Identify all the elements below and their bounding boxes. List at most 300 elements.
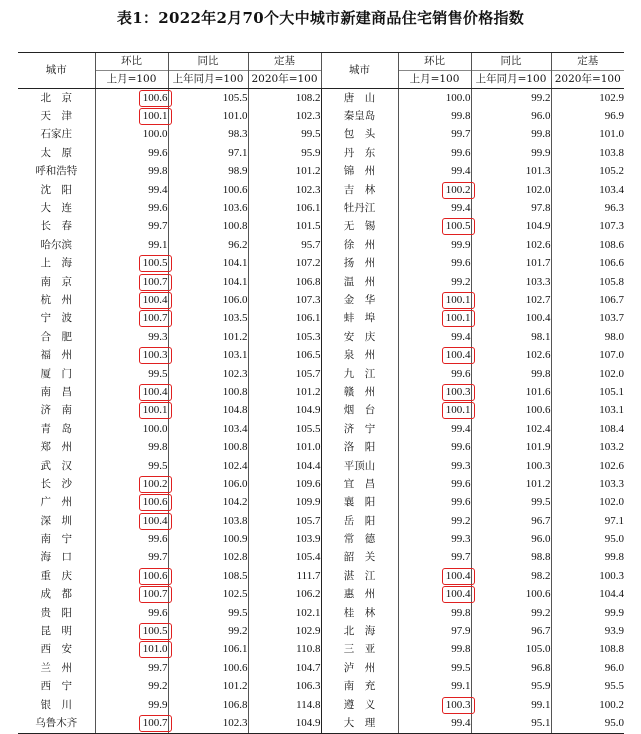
- fixed-value: 101.2: [295, 385, 321, 398]
- fixed-value: 109.9: [295, 496, 321, 509]
- mom-value-cell-left: [95, 586, 168, 604]
- fixed-value-cell-left: [248, 420, 321, 438]
- yoy-value: 100.9: [222, 533, 248, 546]
- yoy-value-cell-left: [168, 126, 248, 144]
- mom-value-cell-left: [95, 126, 168, 144]
- fixed-value-cell-left: [248, 346, 321, 364]
- fixed-value-cell-right: [551, 622, 624, 640]
- city-cell-right: [321, 383, 398, 401]
- city-value: 吉 林: [343, 183, 376, 196]
- yoy-value-cell-right: [471, 512, 551, 530]
- fixed-value-cell-left: [248, 512, 321, 530]
- table-row: [18, 328, 624, 346]
- yoy-value-cell-right: [471, 402, 551, 420]
- yoy-value: 101.9: [525, 441, 551, 454]
- city-cell-right: [321, 586, 398, 604]
- fixed-value: 97.1: [604, 514, 624, 527]
- mom-value: 97.9: [451, 625, 471, 638]
- table-row: [18, 181, 624, 199]
- mom-value-cell-left: [95, 163, 168, 181]
- city-value: 南 宁: [40, 533, 72, 546]
- mom-value-cell-left: [95, 236, 168, 254]
- city-cell-left: [18, 181, 95, 199]
- fixed-value: 110.8: [296, 643, 321, 656]
- mom-value: 99.4: [451, 422, 471, 435]
- yoy-value-cell-left: [168, 659, 248, 677]
- fixed-value: 108.8: [599, 643, 624, 656]
- yoy-value: 100.6: [222, 183, 248, 196]
- fixed-value-cell-right: [551, 420, 624, 438]
- yoy-value: 99.2: [531, 606, 551, 619]
- city-value: 长 春: [40, 220, 72, 233]
- city-cell-left: [18, 89, 95, 108]
- city-value: 蚌 埠: [343, 312, 376, 325]
- city-value: 大 理: [343, 716, 376, 729]
- city-value: 济 南: [40, 404, 72, 417]
- yoy-value: 106.0: [222, 477, 248, 490]
- mom-value-cell-right: [398, 89, 471, 108]
- mom-value: 99.6: [451, 367, 471, 380]
- yoy-value-cell-right: [471, 346, 551, 364]
- mom-value-cell-left: [95, 346, 168, 364]
- fixed-value: 101.2: [295, 165, 321, 178]
- yoy-value: 101.2: [222, 680, 248, 693]
- city-value: 包 头: [343, 128, 376, 141]
- city-value: 昆 明: [40, 625, 72, 638]
- city-cell-right: [321, 402, 398, 420]
- mom-value: 99.8: [148, 165, 168, 178]
- yoy-value: 100.6: [525, 588, 551, 601]
- yoy-value: 98.2: [531, 569, 551, 582]
- fixed-value: 96.3: [604, 202, 624, 215]
- mom-value: 99.2: [451, 275, 471, 288]
- yoy-value-cell-left: [168, 328, 248, 346]
- mom-value: 99.5: [451, 661, 471, 674]
- city-value: 杭 州: [40, 293, 72, 306]
- yoy-value-cell-right: [471, 383, 551, 401]
- mom-value-cell-right: [398, 328, 471, 346]
- city-value: 广 州: [40, 496, 72, 509]
- yoy-value-cell-right: [471, 236, 551, 254]
- fixed-value: 95.7: [301, 238, 321, 251]
- yoy-value: 101.3: [525, 165, 551, 178]
- mom-value-cell-right: [398, 475, 471, 493]
- yoy-value: 100.4: [525, 312, 551, 325]
- yoy-value: 100.8: [222, 220, 248, 233]
- yoy-value: 103.5: [222, 312, 248, 325]
- yoy-value-cell-left: [168, 107, 248, 125]
- yoy-value-cell-right: [471, 420, 551, 438]
- city-cell-right: [321, 530, 398, 548]
- table-row: [18, 236, 624, 254]
- city-cell-right: [321, 346, 398, 364]
- table-row: [18, 218, 624, 236]
- city-cell-right: [321, 163, 398, 181]
- city-cell-left: [18, 291, 95, 309]
- yoy-value-cell-left: [168, 586, 248, 604]
- yoy-value: 105.0: [525, 643, 551, 656]
- yoy-header-right: 同比: [471, 53, 551, 71]
- fixed-value: 106.3: [295, 680, 321, 693]
- fixed-value-cell-right: [551, 512, 624, 530]
- mom-value-cell-left: [95, 696, 168, 714]
- city-cell-left: [18, 494, 95, 512]
- city-cell-right: [321, 641, 398, 659]
- city-cell-left: [18, 310, 95, 328]
- fixed-value: 95.0: [604, 716, 624, 729]
- yoy-base-right: 上年同月=100: [471, 71, 551, 89]
- city-cell-right: [321, 89, 398, 108]
- table-row: [18, 291, 624, 309]
- mom-base-left: 上月=100: [95, 71, 168, 89]
- fixed-value-cell-left: [248, 255, 321, 273]
- highlighted-mom-value: 100.2: [140, 477, 171, 492]
- mom-value-cell-left: [95, 273, 168, 291]
- fixed-value-cell-left: [248, 475, 321, 493]
- city-value: 重 庆: [40, 569, 72, 582]
- yoy-value: 99.8: [531, 128, 551, 141]
- city-cell-left: [18, 512, 95, 530]
- yoy-value-cell-right: [471, 163, 551, 181]
- fixed-value-cell-left: [248, 328, 321, 346]
- city-cell-right: [321, 420, 398, 438]
- yoy-value: 96.0: [531, 533, 551, 546]
- city-value: 乌鲁木齐: [35, 716, 78, 729]
- city-cell-left: [18, 107, 95, 125]
- fixed-value-cell-left: [248, 273, 321, 291]
- mom-value-cell-left: [95, 512, 168, 530]
- mom-value-cell-right: [398, 530, 471, 548]
- city-value: 武 汉: [40, 459, 72, 472]
- city-cell-right: [321, 310, 398, 328]
- yoy-value: 101.0: [222, 110, 248, 123]
- fixed-value-cell-right: [551, 346, 624, 364]
- yoy-value: 104.8: [222, 404, 248, 417]
- fixed-value-cell-left: [248, 144, 321, 162]
- city-cell-right: [321, 236, 398, 254]
- yoy-value-cell-left: [168, 530, 248, 548]
- mom-value: 99.6: [451, 496, 471, 509]
- city-value: 海 口: [40, 551, 72, 564]
- fixed-value: 105.3: [295, 330, 321, 343]
- highlighted-mom-value: 100.6: [140, 569, 171, 584]
- highlighted-mom-value: 100.6: [140, 495, 171, 510]
- highlighted-mom-value: 100.3: [443, 698, 474, 713]
- city-cell-left: [18, 273, 95, 291]
- yoy-value: 106.0: [222, 293, 248, 306]
- fixed-value: 99.8: [604, 551, 624, 564]
- highlighted-mom-value: 100.6: [140, 91, 171, 106]
- yoy-value: 102.3: [222, 716, 248, 729]
- highlighted-mom-value: 100.1: [443, 293, 474, 308]
- table-row: [18, 402, 624, 420]
- yoy-value-cell-right: [471, 89, 551, 108]
- city-cell-left: [18, 346, 95, 364]
- yoy-value-cell-right: [471, 181, 551, 199]
- mom-value-cell-left: [95, 181, 168, 199]
- city-value: 泉 州: [343, 349, 376, 362]
- city-cell-right: [321, 604, 398, 622]
- yoy-value-cell-left: [168, 236, 248, 254]
- table-header: [18, 53, 624, 89]
- yoy-value: 106.8: [222, 698, 248, 711]
- city-cell-left: [18, 586, 95, 604]
- city-header-left: 城市: [18, 53, 95, 89]
- table-row: [18, 310, 624, 328]
- fixed-value: 106.2: [295, 588, 321, 601]
- fixed-value-cell-left: [248, 236, 321, 254]
- yoy-value-cell-right: [471, 273, 551, 291]
- yoy-value: 97.1: [228, 146, 248, 159]
- yoy-value: 95.9: [531, 680, 551, 693]
- highlighted-mom-value: 100.3: [443, 385, 474, 400]
- fixed-value: 111.7: [296, 569, 321, 582]
- fixed-value-cell-right: [551, 365, 624, 383]
- mom-value: 99.7: [451, 128, 471, 141]
- highlighted-mom-value: 100.2: [443, 183, 474, 198]
- mom-value-cell-right: [398, 236, 471, 254]
- yoy-value: 106.1: [222, 643, 248, 656]
- mom-value-cell-left: [95, 438, 168, 456]
- city-value: 合 肥: [40, 330, 72, 343]
- mom-header-left: 环比: [95, 53, 168, 71]
- yoy-value: 96.2: [228, 238, 248, 251]
- yoy-value-cell-left: [168, 163, 248, 181]
- city-cell-right: [321, 438, 398, 456]
- fixed-value-cell-right: [551, 163, 624, 181]
- mom-value: 99.1: [148, 238, 168, 251]
- yoy-value-cell-right: [471, 622, 551, 640]
- city-value: 宜 昌: [343, 477, 376, 490]
- city-cell-left: [18, 567, 95, 585]
- yoy-value-cell-left: [168, 199, 248, 217]
- mom-value-cell-right: [398, 181, 471, 199]
- fixed-value-cell-left: [248, 365, 321, 383]
- yoy-value: 108.5: [222, 569, 248, 582]
- mom-value: 99.9: [148, 698, 168, 711]
- highlighted-mom-value: 100.1: [140, 109, 171, 124]
- city-value: 哈尔滨: [40, 238, 72, 251]
- mom-value-cell-right: [398, 291, 471, 309]
- highlighted-mom-value: 100.4: [140, 385, 171, 400]
- fixed-value: 103.9: [295, 533, 321, 546]
- yoy-value: 102.7: [525, 293, 551, 306]
- yoy-value: 102.4: [525, 422, 551, 435]
- table-row: [18, 126, 624, 144]
- city-value: 遵 义: [343, 698, 376, 711]
- highlighted-mom-value: 100.7: [140, 587, 171, 602]
- mom-value-cell-right: [398, 107, 471, 125]
- mom-value: 99.8: [451, 606, 471, 619]
- table-row: [18, 438, 624, 456]
- city-value: 呼和浩特: [35, 165, 78, 178]
- city-cell-left: [18, 696, 95, 714]
- fixed-value: 102.9: [295, 625, 321, 638]
- yoy-value-cell-right: [471, 475, 551, 493]
- fixed-value-cell-right: [551, 438, 624, 456]
- highlighted-mom-value: 101.0: [140, 642, 171, 657]
- fixed-value: 104.7: [295, 661, 321, 674]
- yoy-value: 96.7: [531, 625, 551, 638]
- yoy-value-cell-left: [168, 144, 248, 162]
- table-row: [18, 365, 624, 383]
- yoy-value: 102.6: [525, 349, 551, 362]
- city-cell-left: [18, 475, 95, 493]
- table-row: [18, 659, 624, 677]
- fixed-value-cell-right: [551, 181, 624, 199]
- fixed-value: 107.3: [599, 220, 624, 233]
- yoy-value-cell-right: [471, 549, 551, 567]
- mom-value-cell-left: [95, 494, 168, 512]
- fixed-value-cell-left: [248, 89, 321, 108]
- mom-value-cell-right: [398, 310, 471, 328]
- city-cell-left: [18, 402, 95, 420]
- city-value: 徐 州: [343, 238, 376, 251]
- mom-value-cell-left: [95, 549, 168, 567]
- fixed-value-cell-left: [248, 310, 321, 328]
- fixed-value: 103.7: [599, 312, 624, 325]
- yoy-value: 99.8: [531, 367, 551, 380]
- mom-value-cell-right: [398, 144, 471, 162]
- mom-value-cell-left: [95, 402, 168, 420]
- yoy-header-left: 同比: [168, 53, 248, 71]
- fixed-base-right: 2020年=100: [551, 71, 624, 89]
- city-value: 平顶山: [343, 459, 376, 472]
- yoy-value: 96.8: [531, 661, 551, 674]
- yoy-value-cell-right: [471, 659, 551, 677]
- city-value: 金 华: [343, 293, 376, 306]
- yoy-value-cell-right: [471, 678, 551, 696]
- city-cell-left: [18, 144, 95, 162]
- yoy-value-cell-left: [168, 255, 248, 273]
- mom-value: 99.3: [451, 459, 471, 472]
- fixed-value: 107.3: [295, 293, 321, 306]
- mom-value-cell-right: [398, 365, 471, 383]
- yoy-value: 102.6: [525, 238, 551, 251]
- city-value: 上 海: [40, 257, 72, 270]
- city-value: 丹 东: [343, 146, 376, 159]
- city-value: 西 安: [40, 643, 72, 656]
- city-value: 成 都: [40, 588, 72, 601]
- city-value: 北 海: [343, 625, 376, 638]
- city-value: 安 庆: [343, 330, 376, 343]
- yoy-value-cell-left: [168, 346, 248, 364]
- yoy-value-cell-left: [168, 402, 248, 420]
- yoy-value: 104.1: [222, 257, 248, 270]
- yoy-value-cell-left: [168, 604, 248, 622]
- fixed-value-cell-right: [551, 236, 624, 254]
- fixed-value: 103.4: [599, 183, 624, 196]
- yoy-value-cell-left: [168, 641, 248, 659]
- fixed-value: 106.6: [599, 257, 624, 270]
- yoy-value-cell-right: [471, 255, 551, 273]
- city-value: 济 宁: [343, 422, 376, 435]
- city-value: 唐 山: [343, 91, 376, 104]
- fixed-value: 106.7: [599, 293, 624, 306]
- table-row: [18, 144, 624, 162]
- yoy-value-cell-right: [471, 126, 551, 144]
- yoy-value-cell-left: [168, 420, 248, 438]
- yoy-value: 104.2: [222, 496, 248, 509]
- city-value: 北 京: [40, 91, 72, 104]
- fixed-value-cell-right: [551, 604, 624, 622]
- city-cell-left: [18, 328, 95, 346]
- fixed-value: 106.1: [295, 312, 321, 325]
- fixed-value-cell-left: [248, 438, 321, 456]
- fixed-value: 104.4: [599, 588, 624, 601]
- table-row: [18, 383, 624, 401]
- mom-value: 99.6: [148, 202, 168, 215]
- fixed-value-cell-left: [248, 494, 321, 512]
- yoy-value: 99.2: [531, 91, 551, 104]
- fixed-value: 102.6: [599, 459, 624, 472]
- highlighted-mom-value: 100.4: [443, 348, 474, 363]
- city-cell-left: [18, 255, 95, 273]
- fixed-value: 99.9: [604, 606, 624, 619]
- city-cell-right: [321, 291, 398, 309]
- yoy-value-cell-left: [168, 512, 248, 530]
- fixed-value-cell-right: [551, 107, 624, 125]
- mom-value: 99.6: [148, 606, 168, 619]
- yoy-value: 104.9: [525, 220, 551, 233]
- mom-value-cell-left: [95, 310, 168, 328]
- table-row: [18, 604, 624, 622]
- city-value: 天 津: [40, 110, 72, 123]
- city-value: 温 州: [343, 275, 376, 288]
- table-row: [18, 420, 624, 438]
- fixed-value-cell-right: [551, 218, 624, 236]
- mom-value-cell-right: [398, 457, 471, 475]
- fixed-value-cell-right: [551, 402, 624, 420]
- mom-value: 99.4: [148, 183, 168, 196]
- city-value: 三 亚: [343, 643, 376, 656]
- fixed-value-cell-left: [248, 530, 321, 548]
- mom-value-cell-right: [398, 641, 471, 659]
- city-value: 洛 阳: [343, 441, 376, 454]
- fixed-value: 100.2: [599, 698, 624, 711]
- yoy-value-cell-left: [168, 678, 248, 696]
- mom-value-cell-right: [398, 255, 471, 273]
- fixed-value-cell-left: [248, 383, 321, 401]
- yoy-value-cell-right: [471, 641, 551, 659]
- fixed-value-cell-left: [248, 678, 321, 696]
- city-cell-right: [321, 255, 398, 273]
- yoy-value: 95.1: [531, 716, 551, 729]
- fixed-value: 107.0: [599, 349, 624, 362]
- fixed-value: 103.3: [599, 477, 624, 490]
- city-cell-left: [18, 549, 95, 567]
- fixed-value-cell-right: [551, 328, 624, 346]
- yoy-value-cell-left: [168, 494, 248, 512]
- mom-value-cell-right: [398, 163, 471, 181]
- city-cell-left: [18, 678, 95, 696]
- city-value: 宁 波: [40, 312, 72, 325]
- city-cell-right: [321, 696, 398, 714]
- fixed-header-right: 定基: [551, 53, 624, 71]
- mom-value-cell-right: [398, 549, 471, 567]
- yoy-value-cell-right: [471, 144, 551, 162]
- mom-value-cell-right: [398, 126, 471, 144]
- yoy-value: 103.4: [222, 422, 248, 435]
- mom-value-cell-left: [95, 420, 168, 438]
- fixed-value-cell-left: [248, 199, 321, 217]
- city-value: 无 锡: [343, 220, 376, 233]
- yoy-value-cell-right: [471, 438, 551, 456]
- city-cell-left: [18, 218, 95, 236]
- yoy-value-cell-right: [471, 494, 551, 512]
- fixed-value: 101.5: [295, 220, 321, 233]
- mom-base-right: 上月=100: [398, 71, 471, 89]
